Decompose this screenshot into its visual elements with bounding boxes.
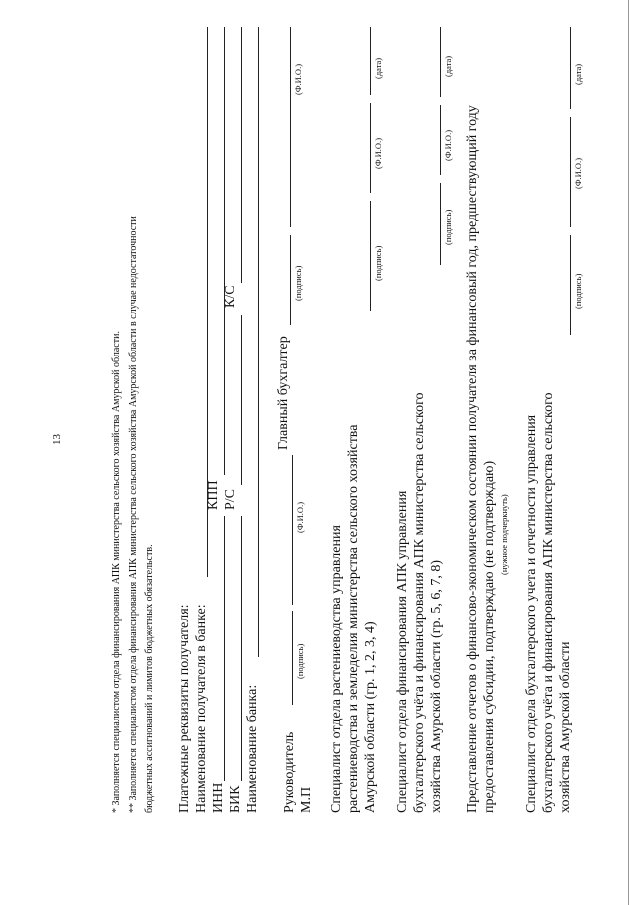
specialist-2-sign-hint: (подпись) — [443, 209, 453, 245]
specialist-1-sign-line — [370, 201, 371, 311]
ks-line — [241, 27, 242, 283]
specialist-1-line-1: Специалист отдела растениеводства управления — [329, 525, 344, 813]
specialist-3-line-2: бухгалтерского учёта и финансирования АПК министерства сельского — [541, 392, 556, 813]
inn-label: ИНН — [211, 782, 226, 813]
specialist-3-fio-line — [570, 117, 571, 227]
specialist-3-sign-line — [570, 235, 571, 335]
rs-line — [241, 315, 242, 485]
ks-label: К/С — [223, 285, 238, 308]
kpp-label: КПП — [206, 480, 221, 510]
chief-fio-line — [290, 27, 291, 227]
footnote-2-line-1: ** Заполняется специалистом отдела финансирования АПК министерства сельского хозяйства Амурской области в случае недостаточности — [128, 216, 139, 813]
bik-label: БИК — [228, 785, 243, 813]
footnote-2-line-2: бюджетных ассигнований и лимитов бюджетных обязательств. — [144, 544, 155, 813]
specialist-3-date-line — [570, 27, 571, 109]
head-sign-hint: (подпись) — [295, 643, 305, 679]
bank-name-label: Наименование банка: — [245, 684, 260, 813]
specialist-3-fio-hint: (Ф.И.О.) — [573, 157, 583, 189]
kpp-line — [224, 27, 225, 475]
specialist-1-fio-hint: (Ф.И.О.) — [373, 137, 383, 169]
page-number: 13 — [51, 434, 63, 445]
reports-line-1: Представление отчетов о финансово-экономическом состоянии получателя за финансовый год, предшествующий году — [465, 105, 480, 813]
bank-heading: Платежные реквизиты получателя: — [177, 604, 192, 813]
chief-sign-hint: (подпись) — [293, 265, 303, 301]
rs-label: Р/С — [223, 488, 238, 510]
specialist-1-date-hint: (дата) — [373, 57, 383, 79]
specialist-2-fio-hint: (Ф.И.О.) — [443, 129, 453, 161]
inn-line — [224, 516, 225, 781]
specialist-2-date-line — [440, 27, 441, 97]
specialist-2-fio-line — [440, 105, 441, 175]
recipient-bank-name-label: Наименование получателя в банке: — [194, 604, 209, 813]
footnote-1: * Заполняется специалистом отдела финансирования АПК министерства сельского хозяйства Амурской области. — [111, 331, 122, 813]
specialist-3-sign-hint: (подпись) — [573, 273, 583, 309]
reports-hint: (нужное подчеркнуть) — [499, 494, 509, 575]
specialist-1-fio-line — [370, 103, 371, 193]
specialist-2-line-2: бухгалтерского учёта и финансирования АПК министерства сельского — [412, 392, 427, 813]
bank-name-line — [258, 27, 259, 657]
specialist-1-date-line — [370, 27, 371, 95]
head-sign-line — [292, 611, 293, 705]
head-fio-line — [292, 455, 293, 605]
specialist-1-line-3: Амурской области (гр. 1, 2, 3, 4) — [363, 621, 378, 813]
specialist-2-date-hint: (дата) — [443, 55, 453, 77]
specialist-2-line-3: хозяйства Амурской области (гр. 5, 6, 7, 8) — [429, 559, 444, 813]
chief-sign-line — [290, 235, 291, 325]
reports-line-2: предоставления субсидии, подтверждаю (не подтверждаю) — [482, 460, 497, 813]
bik-line — [241, 516, 242, 781]
specialist-3-line-3: хозяйства Амурской области — [558, 641, 573, 813]
specialist-2-sign-line — [440, 183, 441, 265]
specialist-3-date-hint: (дата) — [573, 63, 583, 85]
specialist-2-line-1: Специалист отдела финансирования АПК управления — [395, 490, 410, 813]
specialist-1-sign-hint: (подпись) — [373, 245, 383, 281]
specialist-3-line-1: Специалист отдела бухгалтерского учета и отчетности управления — [524, 414, 539, 813]
specialist-1-line-2: растениеводства и земледелия министерства сельского хозяйства — [346, 424, 361, 813]
head-label: Руководитель — [282, 731, 297, 813]
scan-edge-line — [628, 0, 629, 905]
chief-accountant-label: Главный бухгалтер — [276, 336, 291, 450]
chief-fio-hint: (Ф.И.О.) — [293, 63, 303, 95]
head-fio-hint: (Ф.И.О.) — [295, 501, 305, 533]
mp-label: М.П — [299, 786, 314, 813]
